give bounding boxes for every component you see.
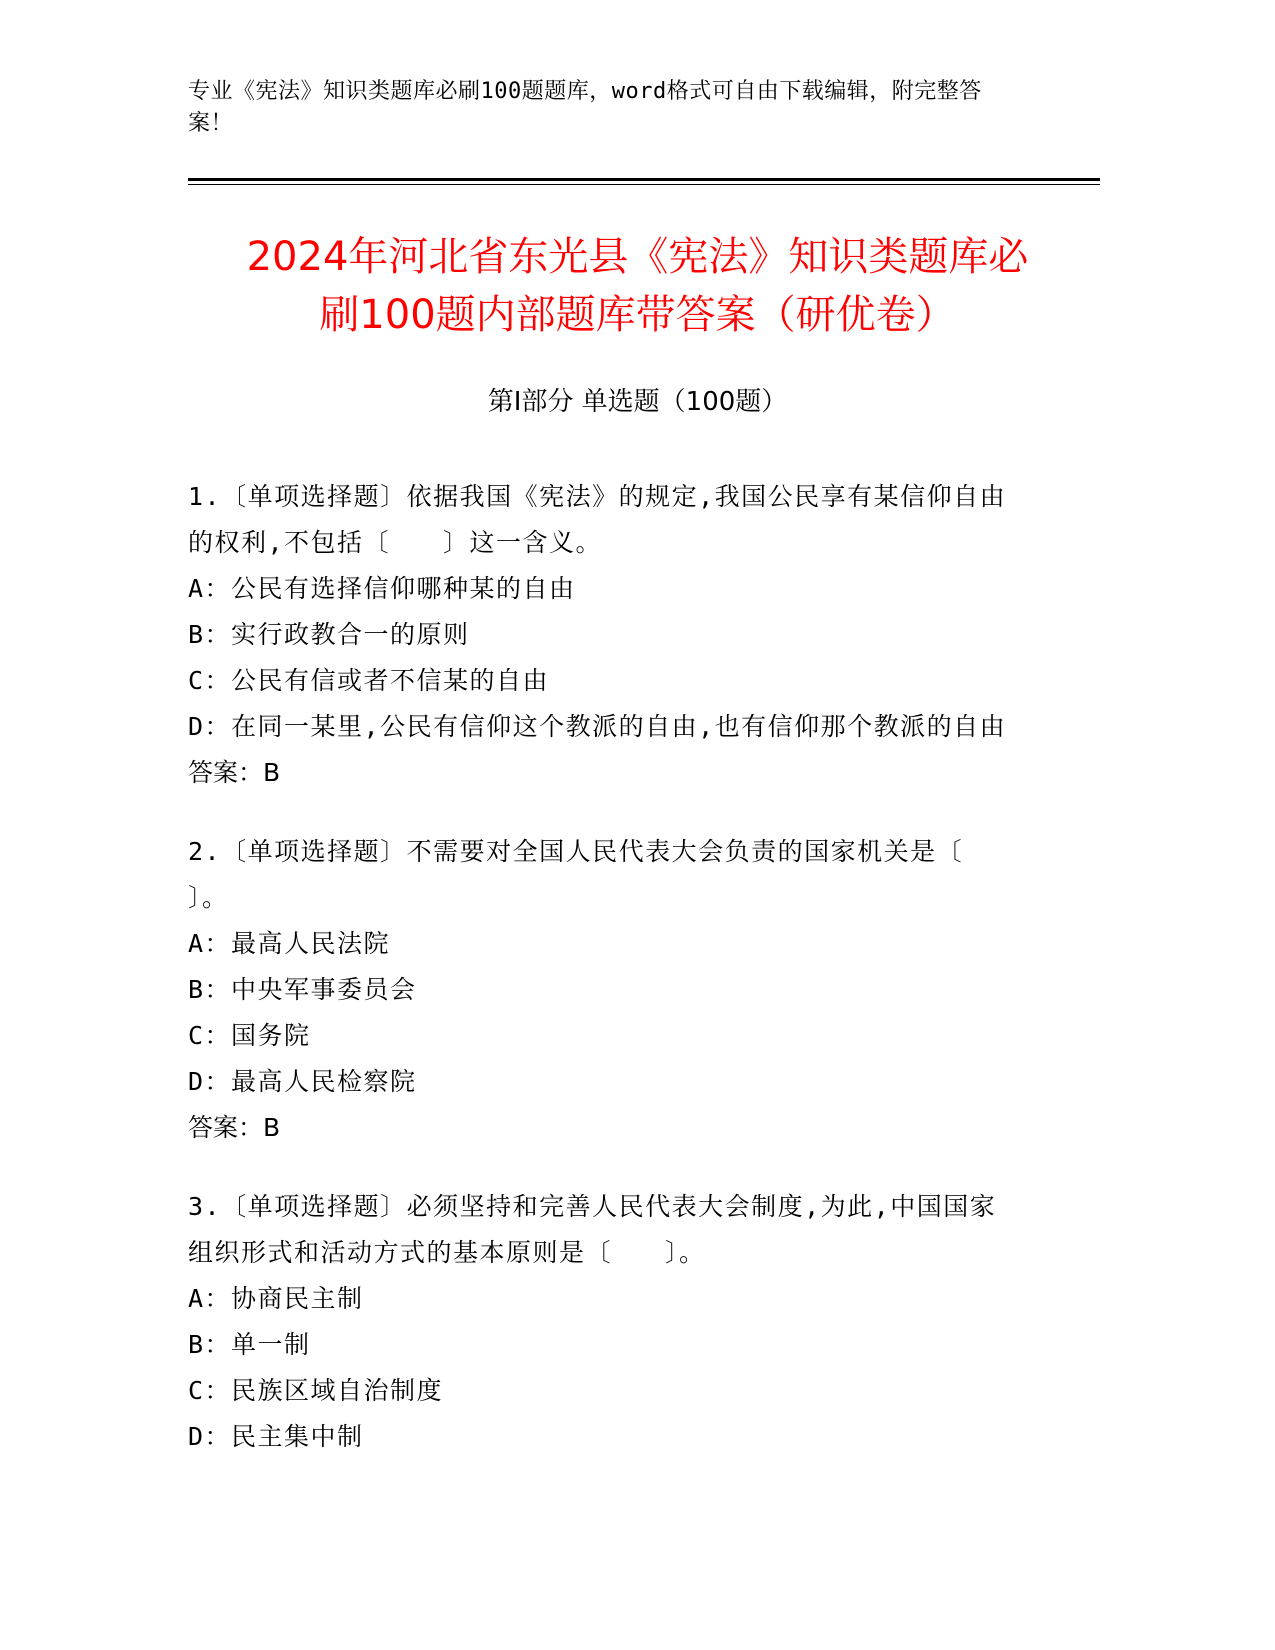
- question-2: [188, 829, 1093, 1151]
- section-heading: 第Ⅰ部分 单选题（100题）: [487, 387, 788, 417]
- document-title: [150, 228, 1125, 344]
- option-d: D：民主集中制: [188, 1422, 364, 1451]
- question-3: [188, 1184, 1093, 1460]
- question-text-line: 1.〔单项选择题〕依据我国《宪法》的规定,我国公民享有某信仰自由: [188, 482, 1007, 511]
- option-b: B：实行政教合一的原则: [188, 620, 470, 649]
- option-b: B：单一制: [188, 1330, 311, 1359]
- question-text-line: 的权利,不包括〔 〕这一含义。: [188, 528, 603, 557]
- document-header: [188, 76, 1088, 140]
- option-a: A：最高人民法院: [188, 929, 391, 958]
- option-a: A：公民有选择信仰哪种某的自由: [188, 574, 576, 603]
- option-c: C：民族区域自治制度: [188, 1376, 444, 1405]
- question-text-line: 2.〔单项选择题〕不需要对全国人民代表大会负责的国家机关是〔: [188, 837, 964, 866]
- answer: 答案：B: [188, 758, 281, 787]
- header-divider-thick: [188, 178, 1100, 181]
- option-d: D：在同一某里,公民有信仰这个教派的自由,也有信仰那个教派的自由: [188, 712, 1007, 741]
- answer: 答案：B: [188, 1113, 281, 1142]
- option-c: C：国务院: [188, 1021, 311, 1050]
- option-b: B：中央军事委员会: [188, 975, 417, 1004]
- header-line-1: 专业《宪法》知识类题库必刷100题题库，word格式可自由下载编辑，附完整答: [188, 79, 982, 104]
- question-text-line: 3.〔单项选择题〕必须坚持和完善人民代表大会制度,为此,中国国家: [188, 1192, 997, 1221]
- question-text-line: 〕。: [188, 883, 229, 912]
- question-list: [188, 474, 1093, 1493]
- header-divider-thin: [188, 184, 1100, 185]
- option-a: A：协商民主制: [188, 1284, 364, 1313]
- option-d: D：最高人民检察院: [188, 1067, 417, 1096]
- question-text-line: 组织形式和活动方式的基本原则是〔 〕。: [188, 1238, 706, 1267]
- option-c: C：公民有信或者不信某的自由: [188, 666, 550, 695]
- title-line-1: 2024年河北省东光县《宪法》知识类题库必: [246, 234, 1029, 280]
- question-1: [188, 474, 1093, 796]
- title-line-2: 刷100题内部题库带答案（研优卷）: [319, 292, 956, 338]
- header-line-2: 案！: [188, 111, 234, 136]
